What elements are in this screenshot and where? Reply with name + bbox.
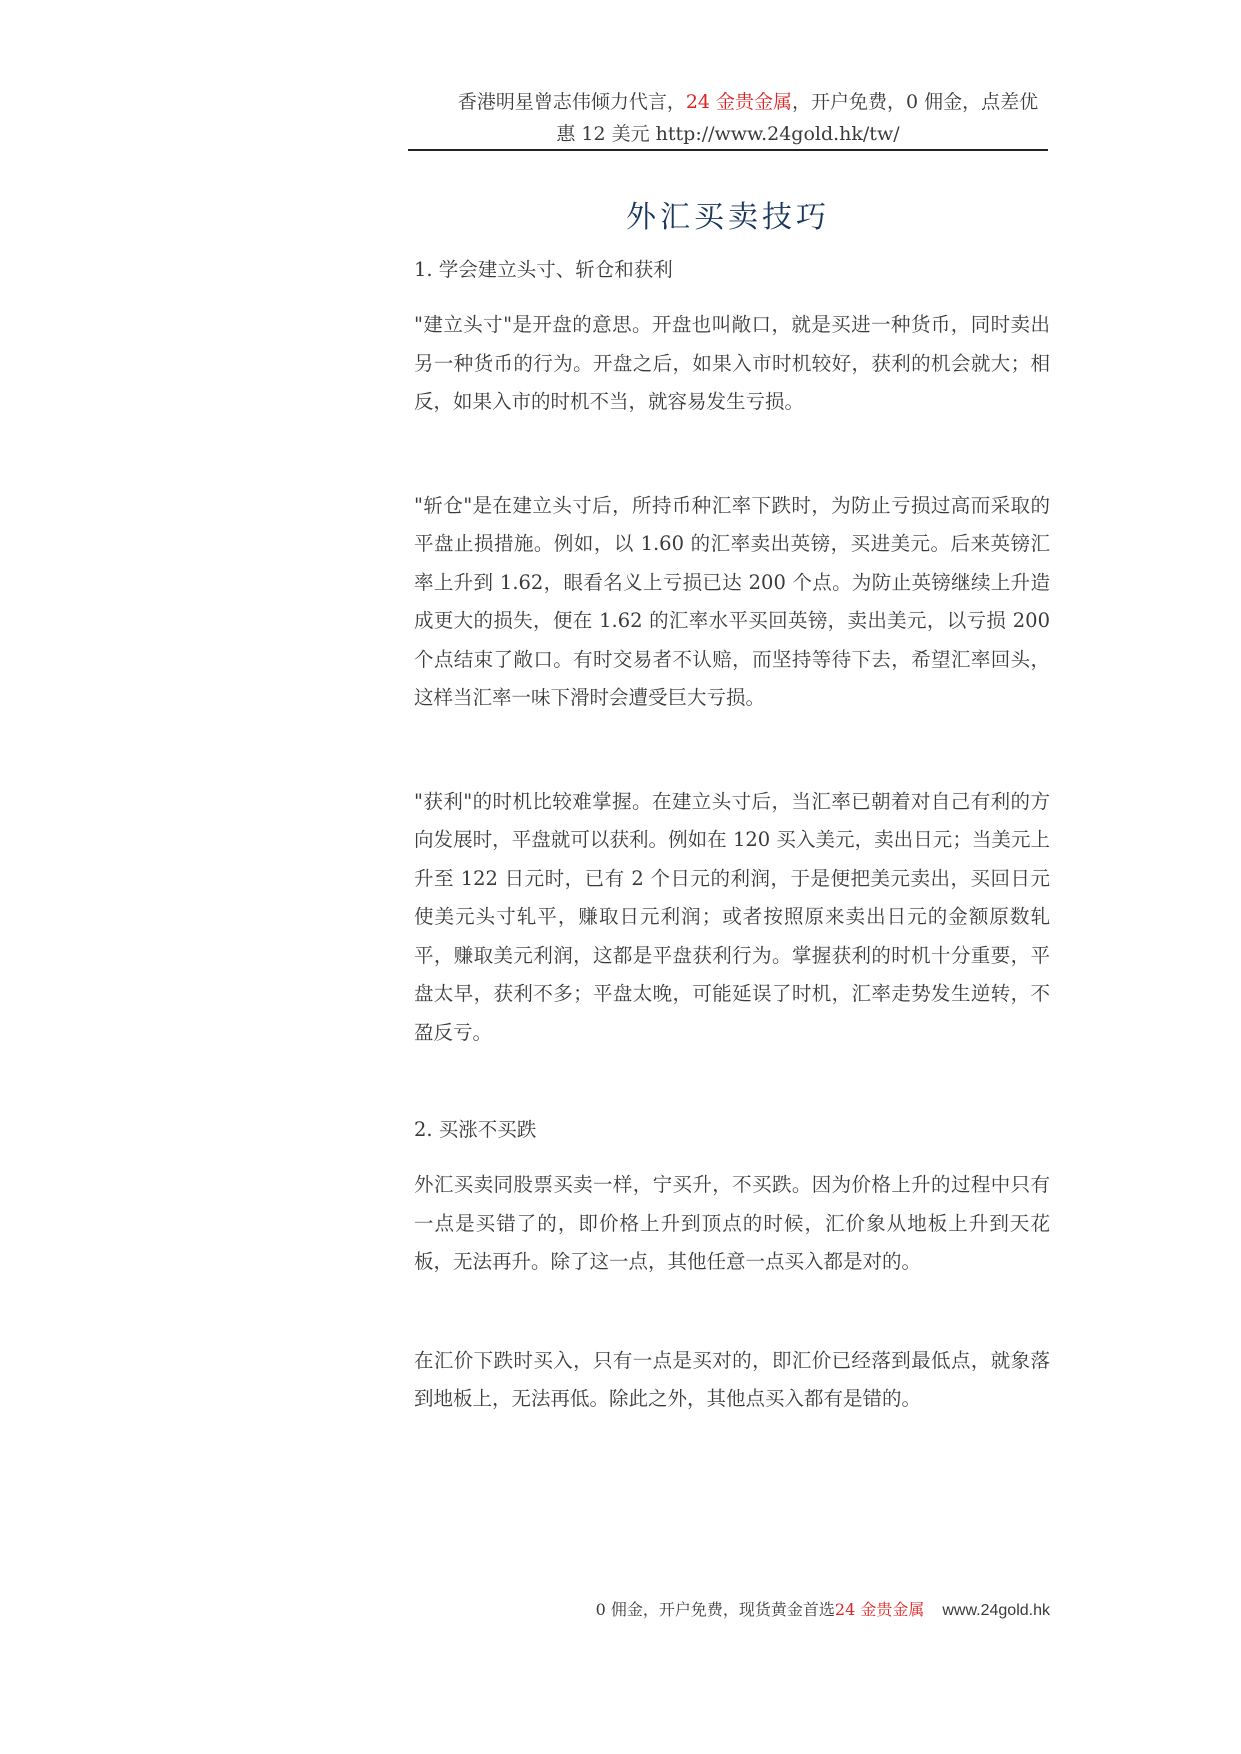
header-text-a: 香港明星曾志伟倾力代言， <box>457 91 686 113</box>
header-text-b: ，开户免费，0 佣金，点差优 <box>792 91 1039 113</box>
paragraph-open-position: "建立头寸"是开盘的意思。开盘也叫敞口，就是买进一种货币，同时卖出另一种货币的行为。开盘之后，如果入市时机较好，获利的机会就大；相反，如果入市的时机不当，就容易发生亏损。 <box>414 313 1050 413</box>
paragraph-buy-falling: 在汇价下跌时买入，只有一点是买对的，即汇价已经落到最低点，就象落到地板上，无法再低。除此之外，其他点买入都有是错的。 <box>414 1348 1050 1410</box>
header-divider <box>408 149 1048 151</box>
footer-text: 0 佣金，开户免费，现货黄金首选 <box>595 1600 835 1619</box>
footer-brand: 24 金贵金属 <box>834 1600 925 1619</box>
section-1-heading: 1. 学会建立头寸、斩仓和获利 <box>414 258 673 281</box>
paragraph-take-profit: "获利"的时机比较难掌握。在建立头寸后，当汇率已朝着对自己有利的方向发展时，平盘就可以获利。例如在 120 买入美元，卖出日元；当美元上升至 122 日元时，已有 2 个日元的利润，于是便把美元卖出，买回日元使美元头寸轧平，赚取日元利润；或者按照原来卖出日元的金额原数轧平，赚取美元利润，这都是平盘获利行为。掌握获利的时机十分重要，平盘太早，获利不多；平盘太晚，可能延误了时机，汇率走势发生逆转，不盈反亏。 <box>414 789 1050 1044</box>
header-brand: 24 金贵金属 <box>685 91 793 113</box>
header-line-2: 惠 12 美元 http://www.24gold.hk/tw/ <box>556 123 900 145</box>
page-header <box>408 86 1048 150</box>
document-body <box>414 256 1050 1419</box>
header-line-1 <box>408 86 1048 118</box>
document-title: 外汇买卖技巧 <box>626 200 830 235</box>
section-2-heading: 2. 买涨不买跌 <box>414 1118 537 1141</box>
paragraph-stop-loss: "斩仓"是在建立头寸后，所持币种汇率下跌时，为防止亏损过高而采取的平盘止损措施。例如，以 1.60 的汇率卖出英镑，买进美元。后来英镑汇率上升到 1.62，眼看名义上亏损已达 200 个点。为防止英镑继续上升造成更大的损失，便在 1.62 的汇率水平买回英镑，卖出美元，以亏损 200 个点结束了敞口。有时交易者不认赔，而坚持等待下去，希望汇率回头，这样当汇率一味下滑时会遭受巨大亏损。 <box>414 493 1050 709</box>
page-footer <box>414 1597 1050 1620</box>
paragraph-buy-rising: 外汇买卖同股票买卖一样，宁买升，不买跌。因为价格上升的过程中只有一点是买错了的，即价格上升到顶点的时候，汇价象从地板上升到天花板，无法再升。除了这一点，其他任意一点买入都是对的。 <box>414 1173 1050 1273</box>
footer-site-link[interactable]: www.24gold.hk <box>942 1602 1050 1619</box>
